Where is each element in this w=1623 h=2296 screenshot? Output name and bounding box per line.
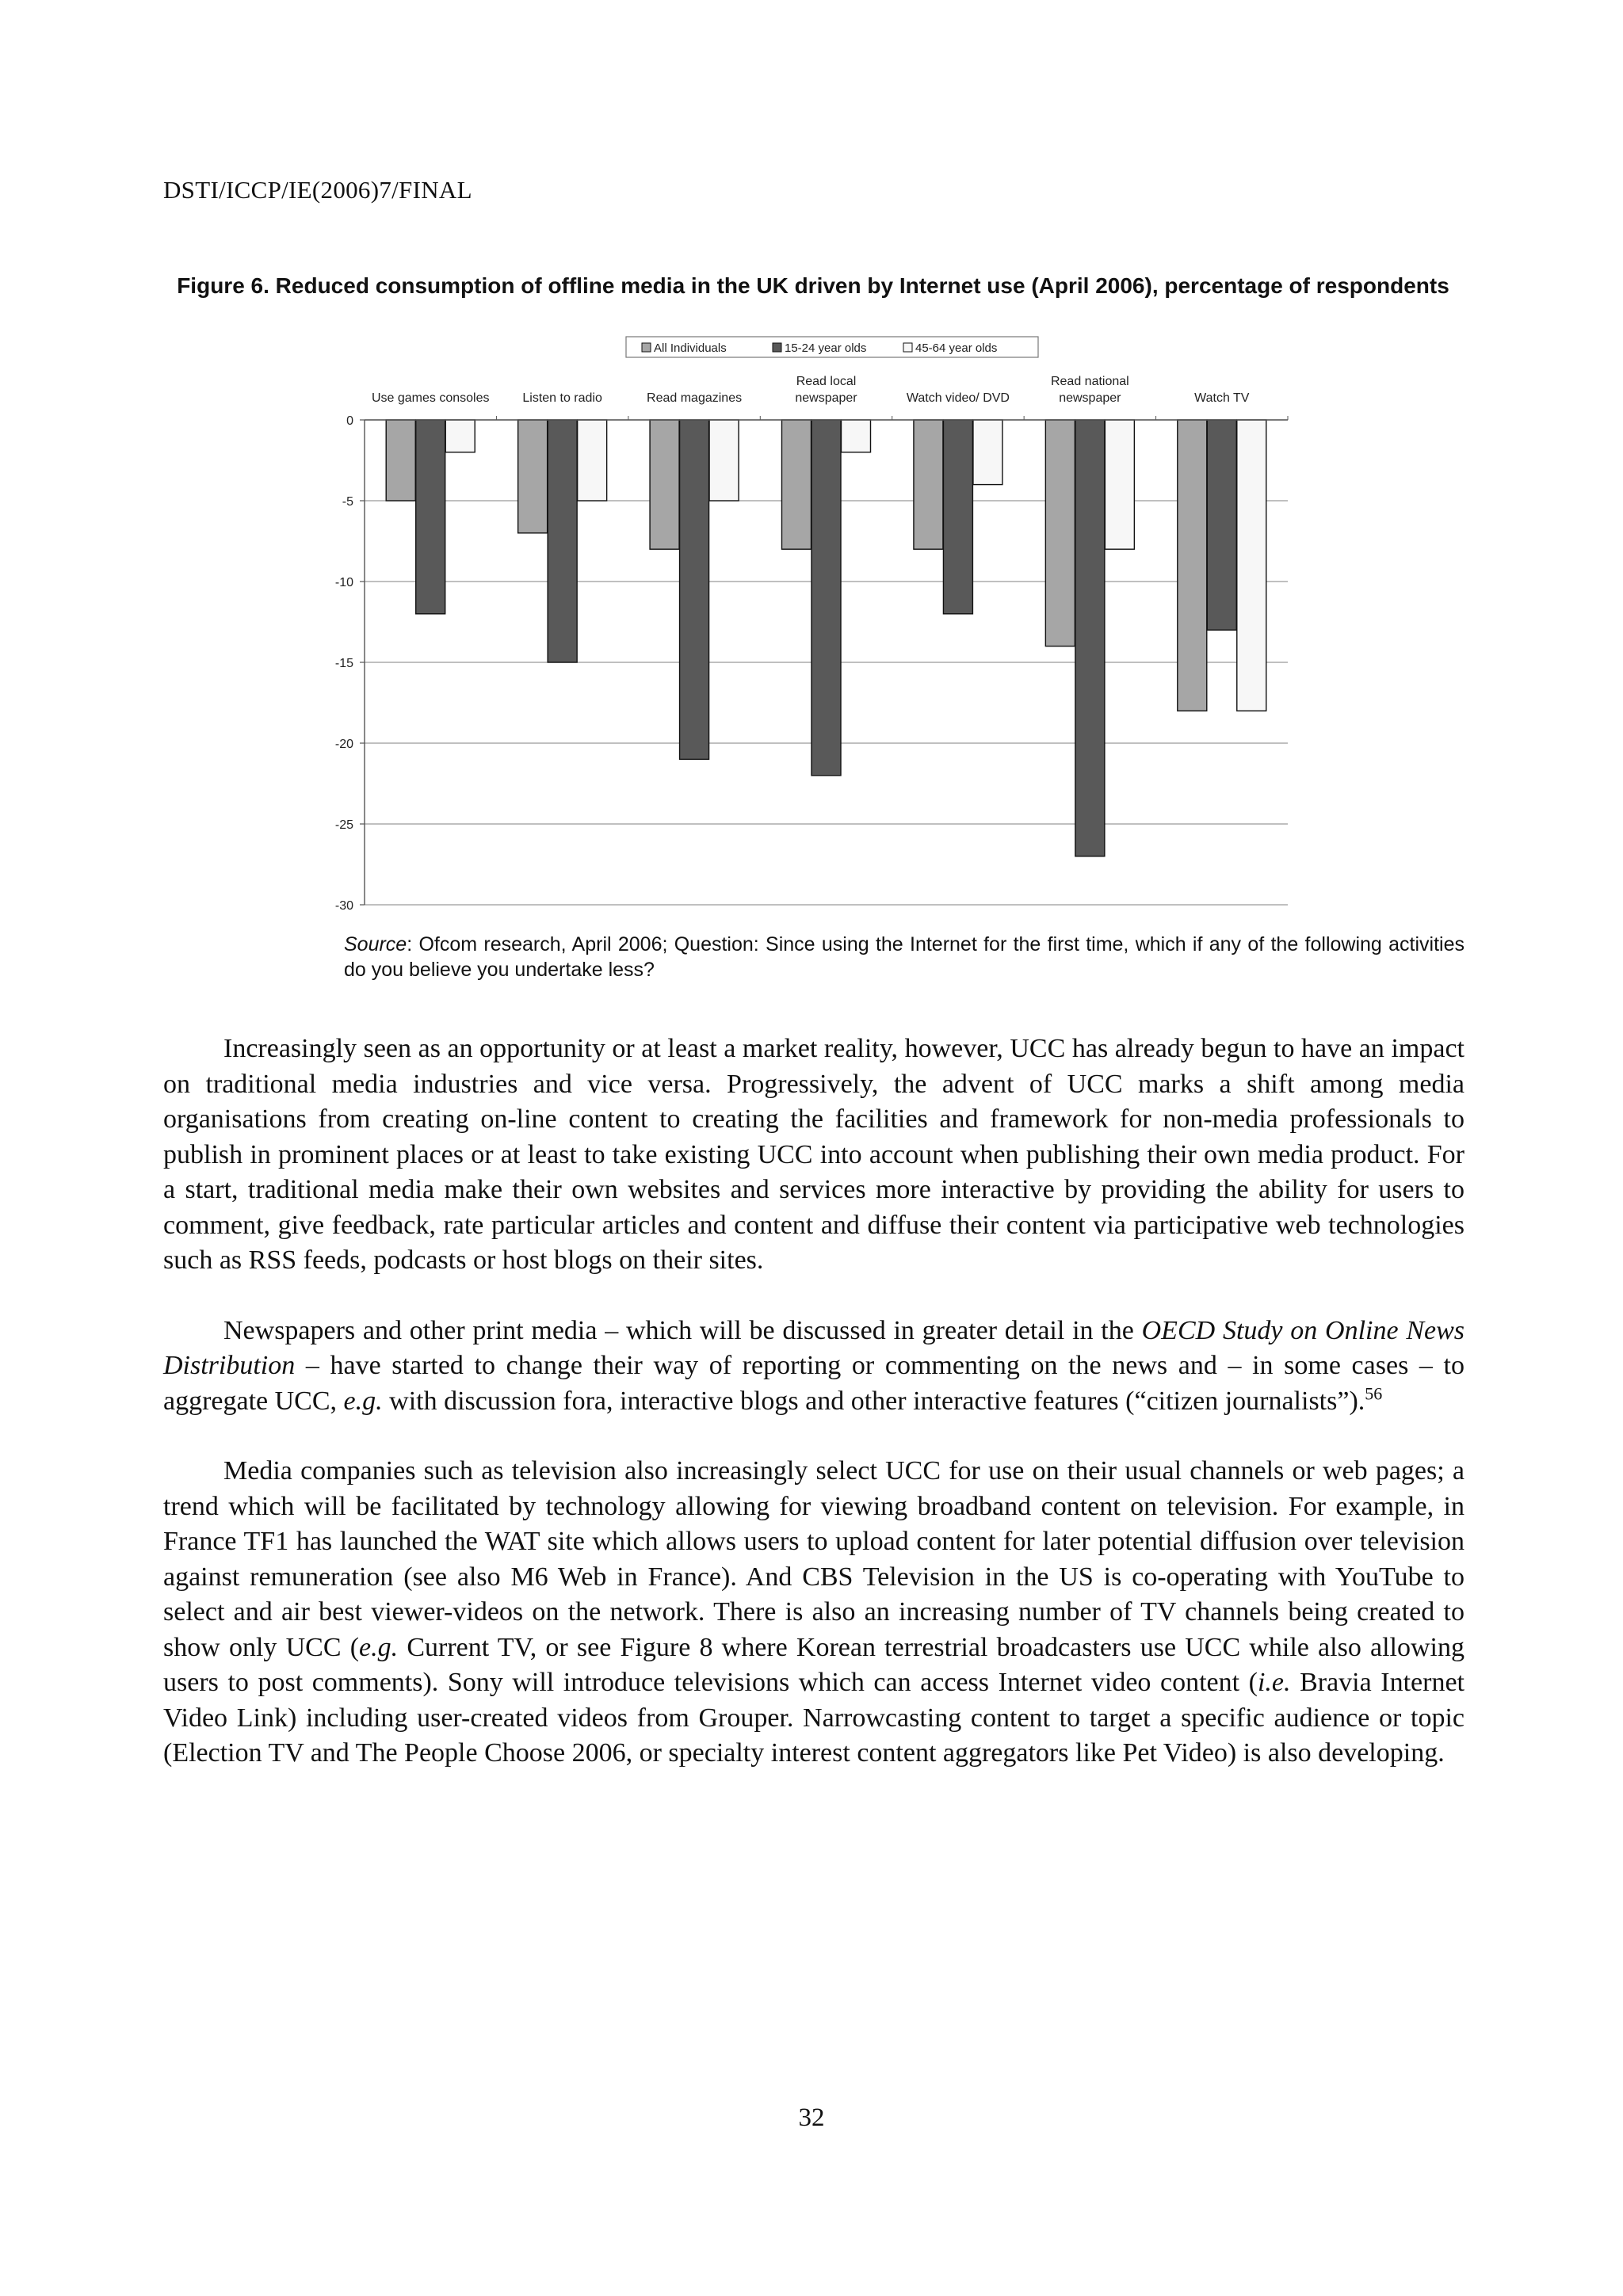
p3-italic-eg: e.g. (359, 1632, 399, 1662)
category-label: Read local (796, 375, 857, 388)
legend-label: 15-24 year olds (785, 341, 867, 355)
bar (1237, 420, 1266, 711)
p3-text-b: Current TV, or see Figure 8 where Korean terrestrial broadcasters use UCC while also allowing users to post comments). Sony will introduce televisions which can access Internet video content ( (163, 1632, 1465, 1697)
bar (1207, 420, 1236, 630)
category-label: Read national (1050, 375, 1129, 388)
p3-text-c: Bravia Internet Video Link) including user-created videos from Grouper. Narrowcasting content to target a specific audience or topic (Election TV and The People Choose 2006, or specialty interest content aggregators like Pet Video) is also developing. (163, 1668, 1465, 1768)
p2-italic-eg: e.g. (343, 1386, 383, 1416)
p2-text-c: with discussion fora, interactive blogs and other interactive features (“citizen journalists”). (382, 1386, 1365, 1416)
paragraph-1: Increasingly seen as an opportunity or at least a market reality, however, UCC has already begun to have an impact on traditional media industries and vice versa. Progressively, the advent of UCC marks a shift among media organisations from creating on-line content to creating the facilities and framework for non-media professionals to publish in prominent places or at least to take existing UCC into account when publishing their own media product. For a start, traditional media make their own websites and services more interactive by providing the ability for users to comment, give feedback, rate particular articles and content and diffuse their content via participative web technologies such as RSS feeds, podcasts or host blogs on their sites. (163, 1034, 1465, 1275)
category-label: Listen to radio (522, 391, 602, 405)
footnote-ref-56[interactable]: 56 (1365, 1383, 1383, 1404)
figure-title: Figure 6. Reduced consumption of offline media in the UK driven by Internet use (April 2006), percentage of respondents (177, 273, 1449, 298)
y-tick-label: 0 (346, 414, 353, 428)
y-axis-ticks (335, 414, 365, 913)
bar (709, 420, 739, 501)
category-labels (372, 375, 1250, 405)
document-reference: DSTI/ICCP/IE(2006)7/FINAL (163, 176, 472, 204)
category-label: newspaper (795, 391, 857, 405)
bar (650, 420, 679, 549)
p2-italic-study-title: OECD Study on Online News Distribution (163, 1315, 1465, 1380)
bar (445, 420, 475, 452)
paragraph-2 (163, 1314, 1465, 1420)
legend-label: All Individuals (654, 341, 727, 355)
source-label: Source (344, 933, 407, 955)
category-label: Read magazines (647, 391, 743, 405)
bar (680, 420, 709, 759)
p2-text-a: Newspapers and other print media – which will be discussed in greater detail in the (223, 1315, 1142, 1345)
legend (626, 337, 1038, 357)
bar (914, 420, 943, 549)
bar (782, 420, 812, 549)
y-tick-label: -25 (334, 818, 353, 832)
bar (943, 420, 972, 614)
category-label: newspaper (1059, 391, 1121, 405)
bars (386, 420, 1266, 856)
bar (548, 420, 577, 662)
legend-label: 45-64 year olds (915, 341, 998, 355)
y-tick-label: -10 (334, 576, 353, 589)
bar (1178, 420, 1207, 711)
bar-chart (317, 333, 1316, 919)
y-tick-label: -5 (342, 495, 353, 509)
bar (1075, 420, 1105, 856)
bar (973, 420, 1002, 485)
category-label: Use games consoles (371, 391, 490, 405)
p2-text-b: – have started to change their way of reporting or commenting on the news and – in some cases – to aggregate UCC, (163, 1351, 1465, 1416)
page-number: 32 (798, 2103, 825, 2132)
body-text (163, 1032, 1465, 1806)
bar (1045, 420, 1075, 646)
bar (578, 420, 607, 501)
bar (842, 420, 871, 452)
p3-italic-ie: i.e. (1257, 1668, 1291, 1697)
category-label: Watch video/ DVD (906, 391, 1010, 405)
bar (518, 420, 548, 533)
category-label: Watch TV (1194, 391, 1250, 405)
y-tick-label: -30 (334, 899, 353, 913)
bar (416, 420, 445, 614)
y-tick-label: -15 (334, 657, 353, 670)
legend-swatch (773, 343, 781, 352)
bar (386, 420, 415, 501)
legend-swatch (642, 343, 651, 352)
paragraph-3 (163, 1454, 1465, 1772)
bar (812, 420, 841, 776)
y-tick-label: -20 (334, 738, 353, 751)
bar (1105, 420, 1134, 549)
source-text: : Ofcom research, April 2006; Question: Since using the Internet for the first time, which if any of the following activities do you believe you undertake less? (344, 933, 1465, 981)
legend-swatch (903, 343, 912, 352)
p3-text-a: Media companies such as television also increasingly select UCC for use on their usual channels or web pages; a trend which will be facilitated by technology allowing for viewing broadband content on television. For example, in France TF1 has launched the WAT site which allows users to upload content for later potential diffusion over television against remuneration (see also M6 Web in France). And CBS Television in the US is co-operating with YouTube to select and air best viewer-videos on the network. There is also an increasing number of TV channels being created to show only UCC ( (163, 1456, 1465, 1662)
figure-source (344, 932, 1465, 982)
